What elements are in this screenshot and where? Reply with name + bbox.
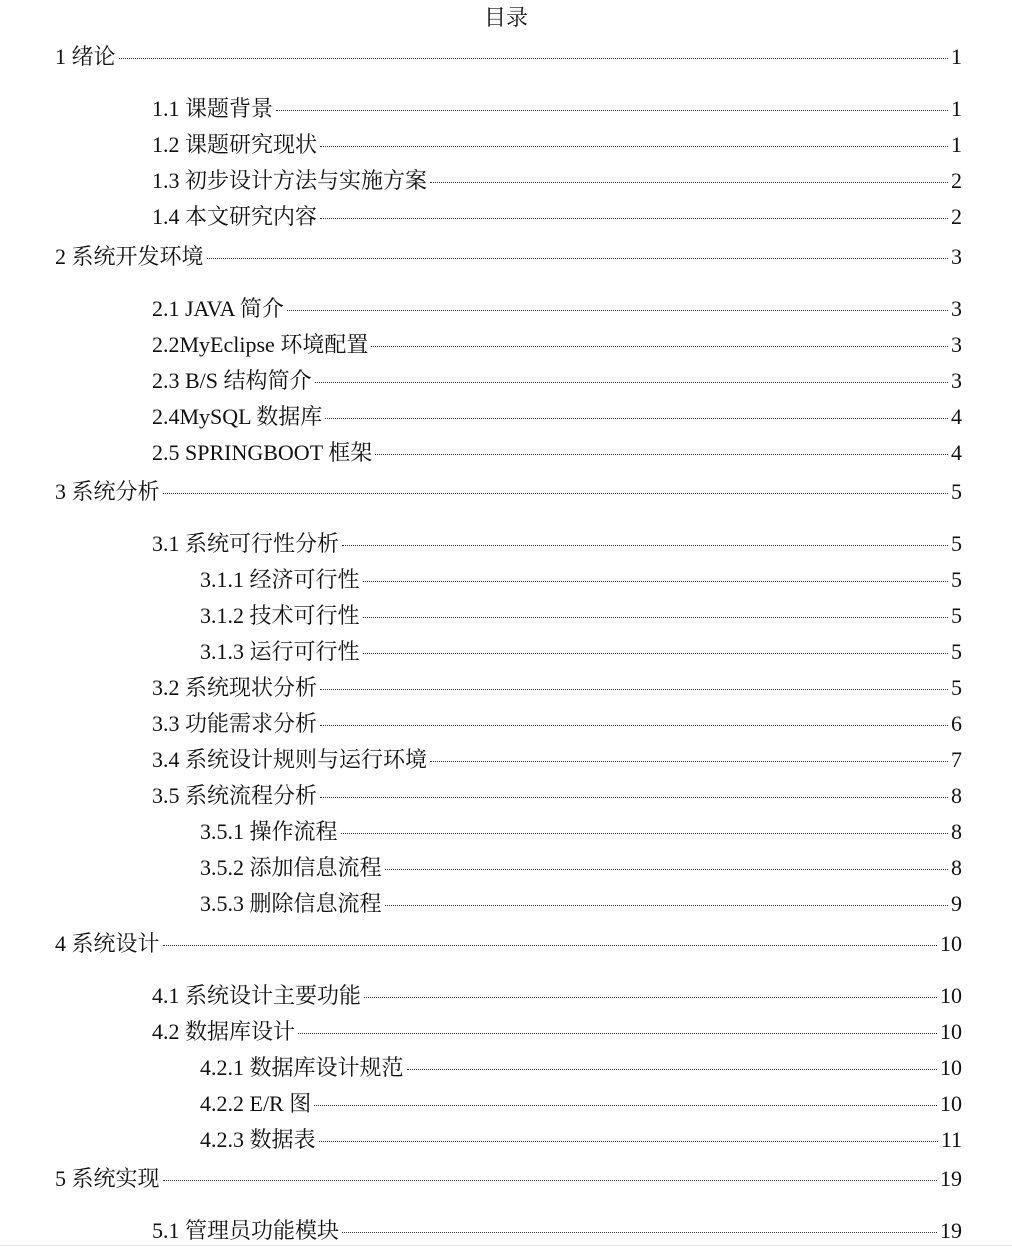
- toc-entry-label: 2.2MyEclipse 环境配置: [152, 332, 369, 357]
- toc-entry-page: 10: [940, 931, 962, 956]
- toc-entry-label: 4.1 系统设计主要功能: [152, 983, 362, 1008]
- toc-dot-leader: [163, 1180, 937, 1181]
- toc-entry-label: 4.2.2 E/R 图: [200, 1091, 312, 1116]
- toc-entry[interactable]: [200, 1127, 962, 1153]
- toc-entry[interactable]: [152, 711, 962, 737]
- toc-dot-leader: [320, 797, 948, 798]
- page-bottom-edge: [0, 1245, 1012, 1246]
- toc-entry-page: 3: [951, 368, 962, 393]
- toc-dot-leader: [363, 617, 948, 618]
- toc-entry-label: 3.5.2 添加信息流程: [200, 855, 382, 880]
- toc-entry-page: 19: [940, 1166, 962, 1191]
- toc-entry[interactable]: [152, 404, 962, 430]
- toc-entry-page: 3: [951, 332, 962, 357]
- toc-dot-leader: [287, 310, 948, 311]
- toc-dot-leader: [430, 182, 948, 183]
- toc-entry-label: 5 系统实现: [55, 1166, 160, 1191]
- toc-entry-label: 3.5 系统流程分析: [152, 783, 318, 808]
- toc-entry[interactable]: [152, 1218, 962, 1244]
- toc-entry-page: 5: [951, 567, 962, 592]
- toc-dot-leader: [298, 1033, 937, 1034]
- toc-entry[interactable]: [200, 891, 962, 917]
- toc-entry-label: 2.1 JAVA 简介: [152, 296, 284, 321]
- toc-title: 目录: [483, 5, 528, 30]
- toc-entry[interactable]: [152, 1019, 962, 1045]
- toc-entry[interactable]: [200, 1091, 962, 1117]
- toc-entry-page: 3: [951, 296, 962, 321]
- toc-entry[interactable]: [152, 168, 962, 194]
- toc-entry[interactable]: [152, 296, 962, 322]
- toc-entry-label: 4.2.3 数据表: [200, 1127, 316, 1152]
- toc-entry-label: 3 系统分析: [55, 479, 160, 504]
- toc-entry-page: 5: [951, 675, 962, 700]
- toc-entry[interactable]: [152, 783, 962, 809]
- toc-dot-leader: [407, 1069, 937, 1070]
- toc-entry-label: 3.3 功能需求分析: [152, 711, 318, 736]
- toc-entry-label: 3.5.1 操作流程: [200, 819, 338, 844]
- toc-dot-leader: [385, 869, 948, 870]
- toc-dot-leader: [119, 58, 948, 59]
- toc-entry-page: 1: [951, 44, 962, 69]
- toc-entry-label: 2.3 B/S 结构简介: [152, 368, 312, 393]
- toc-entry[interactable]: [152, 440, 962, 466]
- toc-entry[interactable]: [152, 204, 962, 230]
- toc-entry-label: 2.5 SPRINGBOOT 框架: [152, 440, 373, 465]
- toc-entry-page: 10: [940, 1091, 962, 1116]
- toc-dot-leader: [342, 545, 948, 546]
- toc-dot-leader: [319, 1141, 938, 1142]
- toc-entry-page: 1: [951, 96, 962, 121]
- toc-entry-label: 4 系统设计: [55, 931, 160, 956]
- toc-entry-page: 10: [940, 1055, 962, 1080]
- toc-dot-leader: [342, 1232, 937, 1233]
- toc-dot-leader: [163, 493, 948, 494]
- toc-entry[interactable]: [200, 603, 962, 629]
- toc-entry-label: 4.2 数据库设计: [152, 1019, 296, 1044]
- toc-entry[interactable]: [55, 931, 962, 957]
- toc-dot-leader: [314, 1105, 937, 1106]
- toc-entry-label: 3.4 系统设计规则与运行环境: [152, 747, 428, 772]
- toc-entry-label: 4.2.1 数据库设计规范: [200, 1055, 404, 1080]
- toc-entry-page: 10: [940, 1019, 962, 1044]
- toc-entry-page: 8: [951, 819, 962, 844]
- toc-dot-leader: [385, 905, 948, 906]
- toc-dot-leader: [320, 218, 948, 219]
- toc-entry[interactable]: [152, 368, 962, 394]
- toc-entry-label: 3.2 系统现状分析: [152, 675, 318, 700]
- toc-entry-label: 3.1 系统可行性分析: [152, 531, 340, 556]
- toc-entry-page: 10: [940, 983, 962, 1008]
- toc-entry[interactable]: [55, 1166, 962, 1192]
- toc-entry-page: 2: [951, 204, 962, 229]
- toc-dot-leader: [325, 418, 948, 419]
- toc-dot-leader: [363, 581, 948, 582]
- toc-entry[interactable]: [152, 531, 962, 557]
- toc-dot-leader: [371, 346, 948, 347]
- toc-entry-label: 1.1 课题背景: [152, 96, 274, 121]
- toc-entry-page: 11: [940, 1127, 962, 1152]
- toc-entry-page: 5: [951, 479, 962, 504]
- toc-entry-page: 5: [951, 639, 962, 664]
- toc-entry-label: 1 绪论: [55, 44, 116, 69]
- toc-entry-label: 1.4 本文研究内容: [152, 204, 318, 229]
- toc-entry-label: 3.5.3 删除信息流程: [200, 891, 382, 916]
- toc-entry-label: 1.3 初步设计方法与实施方案: [152, 168, 428, 193]
- toc-entry-label: 5.1 管理员功能模块: [152, 1218, 340, 1243]
- toc-dot-leader: [364, 997, 937, 998]
- toc-entry[interactable]: [152, 132, 962, 158]
- toc-entry[interactable]: [152, 96, 962, 122]
- toc-dot-leader: [276, 110, 948, 111]
- toc-dot-leader: [320, 725, 948, 726]
- toc-entry-label: 1.2 课题研究现状: [152, 132, 318, 157]
- toc-entry-label: 3.1.1 经济可行性: [200, 567, 360, 592]
- toc-dot-leader: [320, 146, 948, 147]
- toc-entry[interactable]: [200, 639, 962, 665]
- toc-dot-leader: [207, 258, 948, 259]
- toc-dot-leader: [375, 454, 948, 455]
- toc-entry-page: 19: [940, 1218, 962, 1243]
- toc-entry-label: 3.1.3 运行可行性: [200, 639, 360, 664]
- toc-dot-leader: [363, 653, 948, 654]
- toc-dot-leader: [163, 945, 937, 946]
- toc-entry[interactable]: [152, 983, 962, 1009]
- toc-entry[interactable]: [55, 244, 962, 270]
- toc-entry[interactable]: [152, 675, 962, 701]
- toc-entry-page: 4: [951, 440, 962, 465]
- toc-entry[interactable]: [200, 567, 962, 593]
- toc-entry-label: 2.4MySQL 数据库: [152, 404, 323, 429]
- toc-entry[interactable]: [200, 1055, 962, 1081]
- toc-entry-page: 8: [951, 855, 962, 880]
- toc-entry-page: 1: [951, 132, 962, 157]
- toc-entry-page: 6: [951, 711, 962, 736]
- toc-entry[interactable]: [55, 479, 962, 505]
- toc-entry-page: 7: [951, 747, 962, 772]
- toc-dot-leader: [341, 833, 948, 834]
- toc-entry[interactable]: [55, 44, 962, 70]
- toc-entry-label: 3.1.2 技术可行性: [200, 603, 360, 628]
- toc-dot-leader: [315, 382, 948, 383]
- toc-entry-page: 8: [951, 783, 962, 808]
- toc-entry[interactable]: [152, 747, 962, 773]
- toc-entry-page: 9: [951, 891, 962, 916]
- toc-dot-leader: [430, 761, 948, 762]
- toc-entry[interactable]: [200, 819, 962, 845]
- toc-entry-page: 5: [951, 603, 962, 628]
- toc-entry[interactable]: [200, 855, 962, 881]
- toc-entry[interactable]: [152, 332, 962, 358]
- toc-entry-label: 2 系统开发环境: [55, 244, 204, 269]
- toc-entry-page: 4: [951, 404, 962, 429]
- toc-entry-page: 3: [951, 244, 962, 269]
- toc-dot-leader: [320, 689, 948, 690]
- toc-entry-page: 5: [951, 531, 962, 556]
- toc-entry-page: 2: [951, 168, 962, 193]
